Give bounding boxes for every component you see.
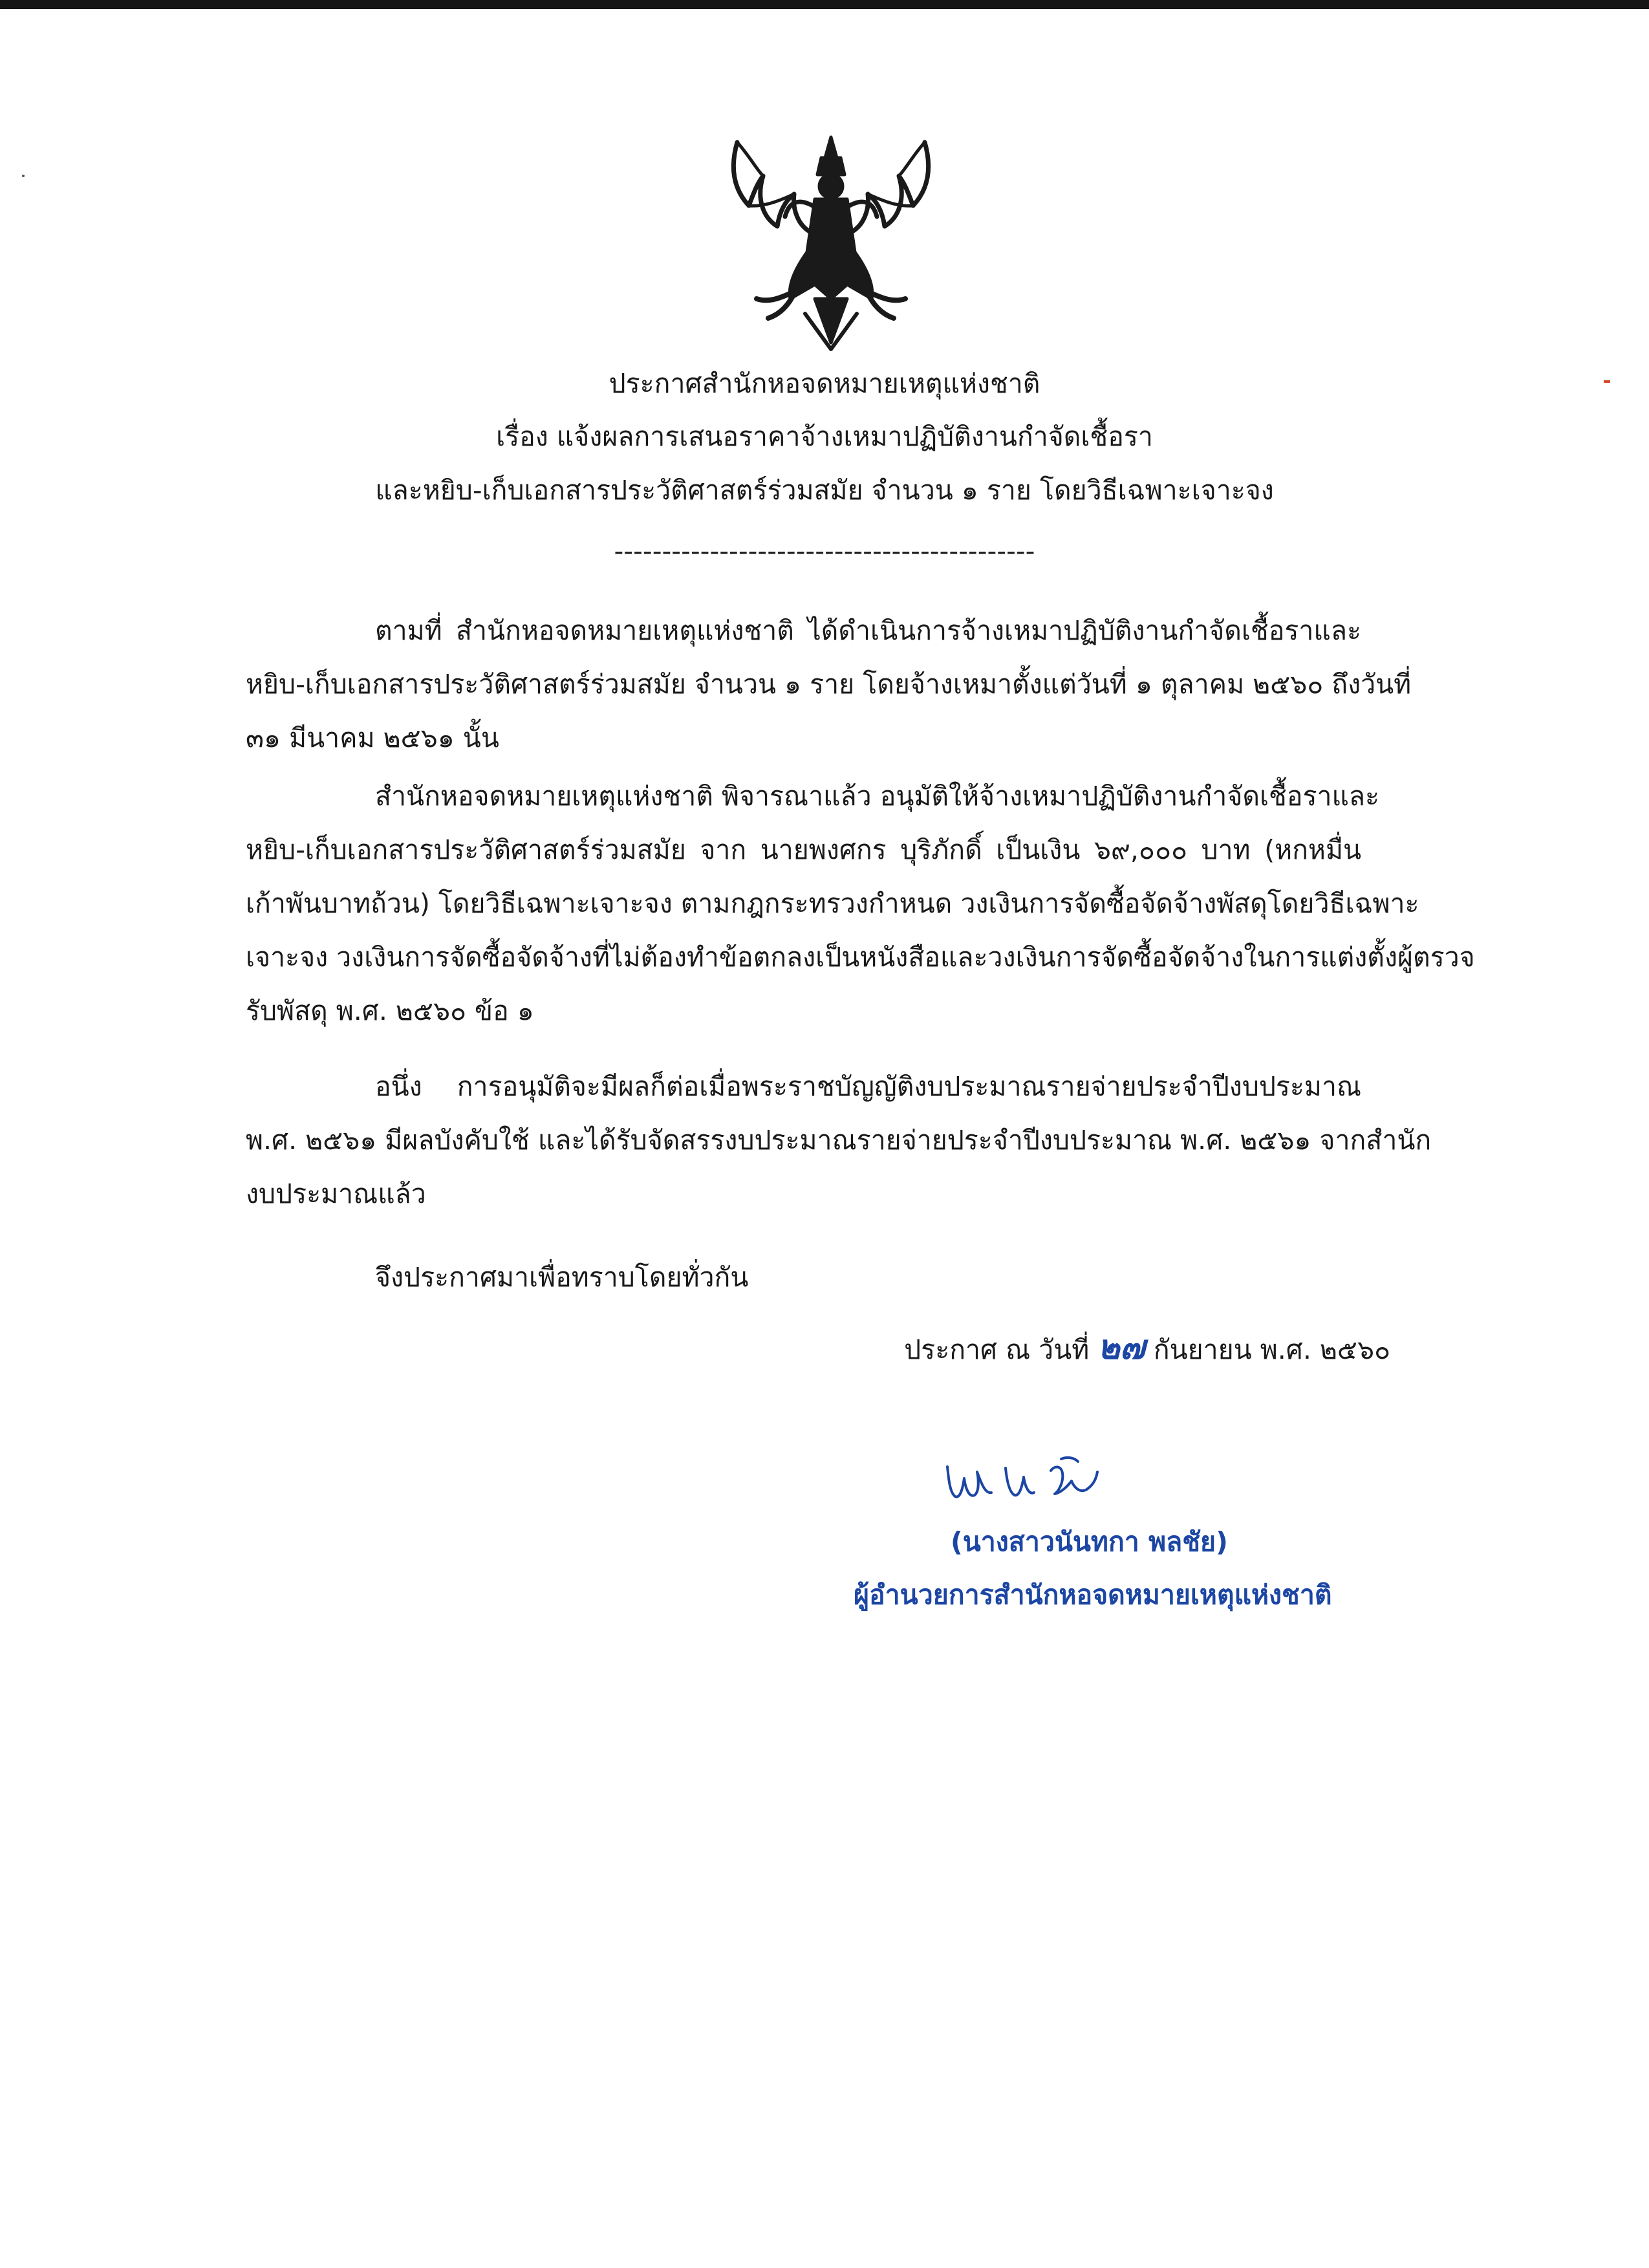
paragraph-1-line-2: หยิบ-เก็บเอกสารประวัติศาสตร์ร่วมสมัย จำนวน ๑ ราย โดยจ้างเหมาตั้งแต่วันที่ ๑ ตุลาคม ๒๕๖๐ ถึงวันที่ bbox=[246, 669, 1412, 700]
paragraph-1-line-1: ตามที่ สำนักหอจดหมายเหตุแห่งชาติ ได้ดำเนินการจ้างเหมาปฏิบัติงานกำจัดเชื้อราและ bbox=[375, 615, 1361, 646]
garuda-emblem-icon bbox=[718, 129, 944, 352]
announcement-date bbox=[904, 1328, 1390, 1367]
subject-line-continued: และหยิบ-เก็บเอกสารประวัติศาสตร์ร่วมสมัย จำนวน ๑ ราย โดยวิธีเฉพาะเจาะจง bbox=[375, 475, 1274, 506]
paragraph-3-line-1: อนึ่ง การอนุมัติจะมีผลก็ต่อเมื่อพระราชบัญญัติงบประมาณรายจ่ายประจำปีงบประมาณ bbox=[375, 1071, 1361, 1102]
paragraph-2-line-4: เจาะจง วงเงินการจัดซื้อจัดจ้างที่ไม่ต้องทำข้อตกลงเป็นหนังสือและวงเงินการจัดซื้อจัดจ้างในการแต่งตั้งผู้ตรวจ bbox=[246, 942, 1475, 973]
paragraph-3-line-2: พ.ศ. ๒๕๖๑ มีผลบังคับใช้ และได้รับจัดสรรงบประมาณรายจ่ายประจำปีงบประมาณ พ.ศ. ๒๕๖๑ จากสำนัก bbox=[246, 1125, 1432, 1156]
paragraph-2-line-2: หยิบ-เก็บเอกสารประวัติศาสตร์ร่วมสมัย จาก นายพงศกร บุริภักดิ์ เป็นเงิน ๖๙,๐๐๐ บาท (หกหมื่น bbox=[246, 834, 1361, 865]
subject-line: เรื่อง แจ้งผลการเสนอราคาจ้างเหมาปฏิบัติงานกำจัดเชื้อรา bbox=[496, 421, 1153, 452]
signatory-name: (นางสาวนันทกา พลชัย) bbox=[951, 1526, 1228, 1557]
signatory-title: ผู้อำนวยการสำนักหอจดหมายเหตุแห่งชาติ bbox=[854, 1579, 1332, 1610]
paragraph-2-line-5: รับพัสดุ พ.ศ. ๒๕๖๐ ข้อ ๑ bbox=[246, 995, 534, 1026]
announcement-title: ประกาศสำนักหอจดหมายเหตุแห่งชาติ bbox=[609, 368, 1040, 399]
scan-top-edge bbox=[0, 0, 1649, 9]
paragraph-3-line-3: งบประมาณแล้ว bbox=[246, 1178, 426, 1209]
paragraph-2-line-1: สำนักหอจดหมายเหตุแห่งชาติ พิจารณาแล้ว อนุมัติให้จ้างเหมาปฏิบัติงานกำจัดเชื้อราและ bbox=[375, 781, 1380, 812]
date-prefix: ประกาศ ณ วันที่ bbox=[904, 1334, 1090, 1365]
handwritten-signature bbox=[941, 1454, 1200, 1506]
header-divider: -------------------------------------------- bbox=[614, 535, 1035, 567]
scan-dot bbox=[22, 175, 25, 177]
date-day: ๒๗ bbox=[1097, 1328, 1145, 1367]
closing-sentence: จึงประกาศมาเพื่อทราบโดยทั่วกัน bbox=[375, 1262, 749, 1293]
date-suffix: กันยายน พ.ศ. ๒๕๖๐ bbox=[1153, 1334, 1390, 1365]
paragraph-1-line-3: ๓๑ มีนาคม ๒๕๖๑ นั้น bbox=[246, 722, 499, 753]
paragraph-2-line-3: เก้าพันบาทถ้วน) โดยวิธีเฉพาะเจาะจง ตามกฎกระทรวงกำหนด วงเงินการจัดซื้อจัดจ้างพัสดุโดยวิธีเฉพาะ bbox=[246, 888, 1419, 919]
